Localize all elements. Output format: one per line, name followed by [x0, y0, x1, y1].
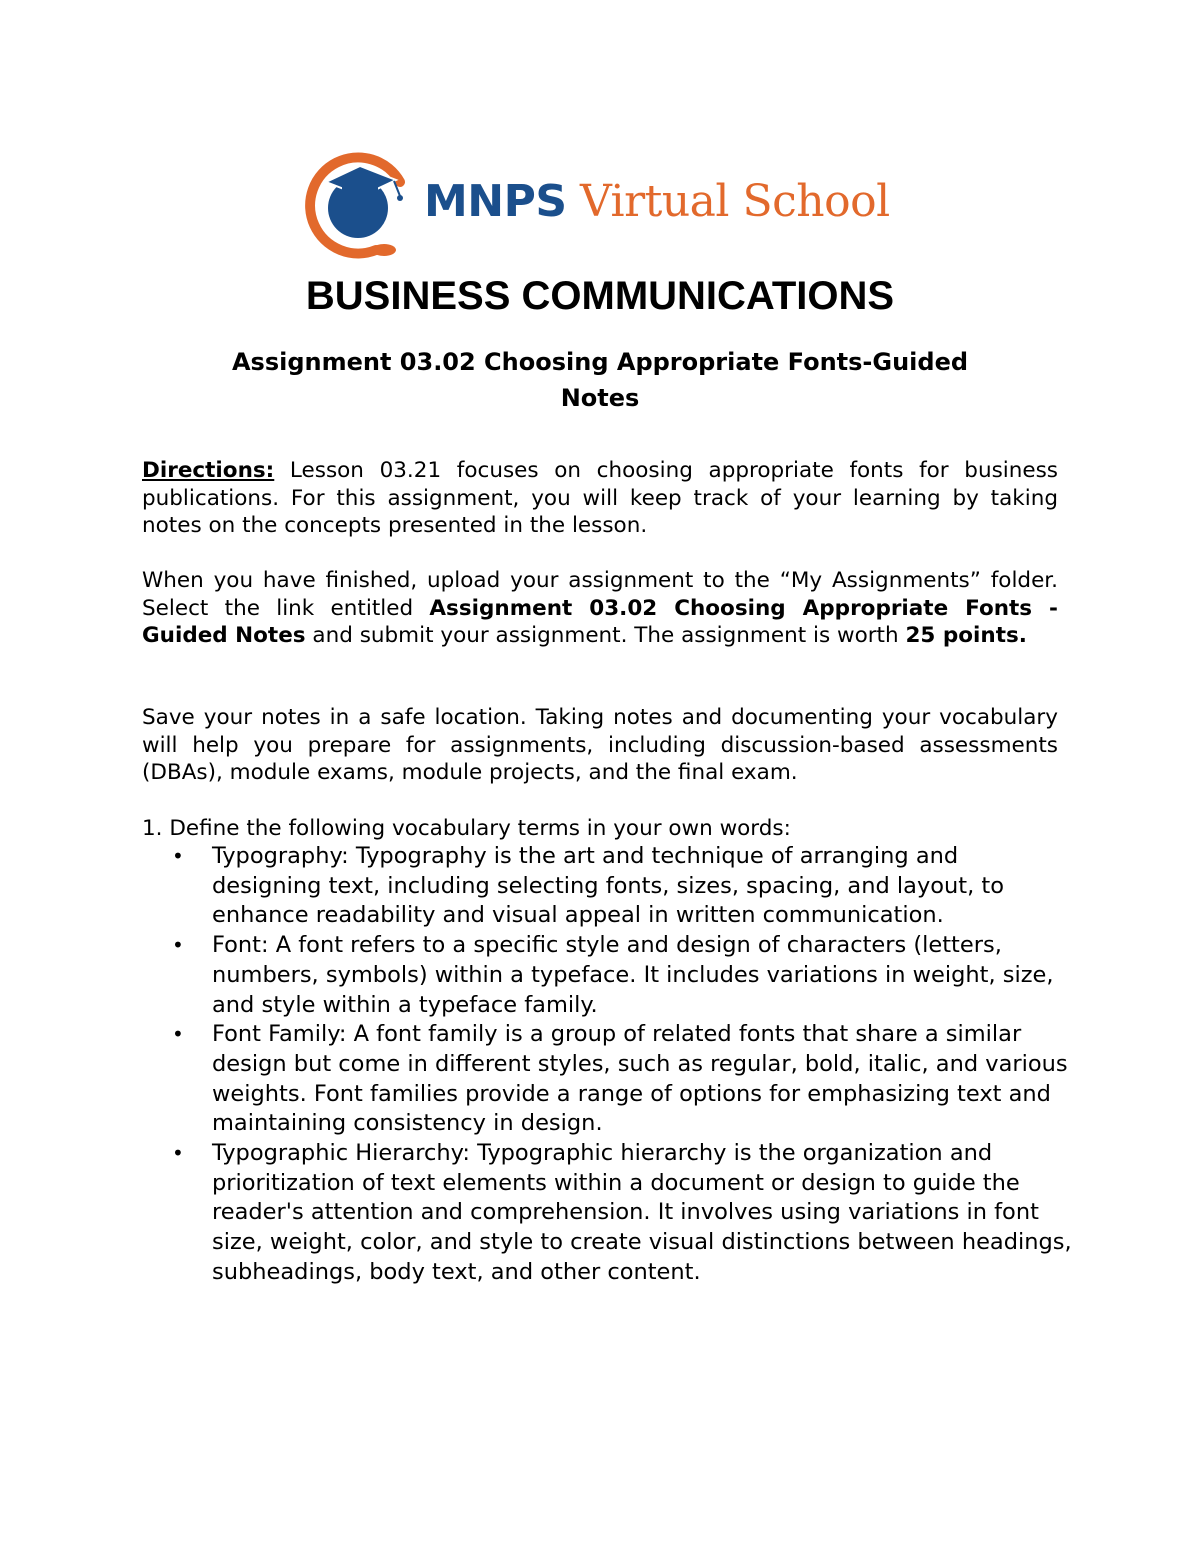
logo-brand-regular: Virtual School: [580, 176, 890, 227]
submission-text-1: When you have finished, upload your assignment to the “My Assignments” folder. Select the link entitled: [142, 568, 1058, 621]
assignment-link-label: Assignment 03.02 Choosing Appropriate Fonts - Guided Notes: [142, 595, 1058, 648]
question-1: 1. Define the following vocabulary terms in your own words:: [142, 816, 791, 841]
school-logo: [300, 140, 910, 260]
logo-brand-bold: MNPS: [424, 176, 567, 227]
directions-paragraph: [142, 457, 1058, 540]
assignment-title: [175, 344, 1025, 416]
list-item: • Font: A font refers to a specific style and design of characters (letters, numbers, symbols) within a typeface. It includes variations in weight, size, and style within a typeface family.: [212, 931, 1072, 1020]
list-item: • Typography: Typography is the art and technique of arranging and designing text, including selecting fonts, sizes, spacing, and layout, to enhance readability and visual appeal in written communication.: [212, 842, 1072, 931]
assignment-title-line2: Notes: [560, 384, 640, 412]
points-value: 25 points.: [905, 623, 1027, 648]
directions-label: Directions:: [142, 458, 275, 483]
directions-text: Lesson 03.21 focuses on choosing appropriate fonts for business publications. For this assignment, you will keep track of your learning by taking notes on the concepts presented in the lesson.: [142, 458, 1058, 538]
assignment-title-line1: Assignment 03.02 Choosing Appropriate Fonts-Guided: [231, 348, 969, 376]
logo-wordmark: [424, 176, 890, 227]
vocabulary-list: [212, 842, 1072, 1288]
list-item: • Font Family: A font family is a group of related fonts that share a similar design but come in different styles, such as regular, bold, italic, and various weights. Font families provide a range of options for emphasizing text and maintaining consistency in design.: [212, 1020, 1072, 1139]
course-title: BUSINESS COMMUNICATIONS: [305, 274, 895, 318]
submission-text-2: and submit your assignment. The assignment is worth: [305, 623, 906, 648]
save-note-paragraph: Save your notes in a safe location. Taking notes and documenting your vocabulary will help you prepare for assignments, including discussion-based assessments (DBAs), module exams, module projects, and the final exam.: [142, 705, 1058, 785]
submission-paragraph: [142, 567, 1058, 650]
graduation-cap-logo-icon: [300, 140, 420, 260]
list-item: • Typographic Hierarchy: Typographic hierarchy is the organization and prioritization of text elements within a document or design to guide the reader's attention and comprehension. It involves using variations in font size, weight, color, and style to create visual distinctions between headings, subheadings, body text, and other content.: [212, 1139, 1072, 1288]
